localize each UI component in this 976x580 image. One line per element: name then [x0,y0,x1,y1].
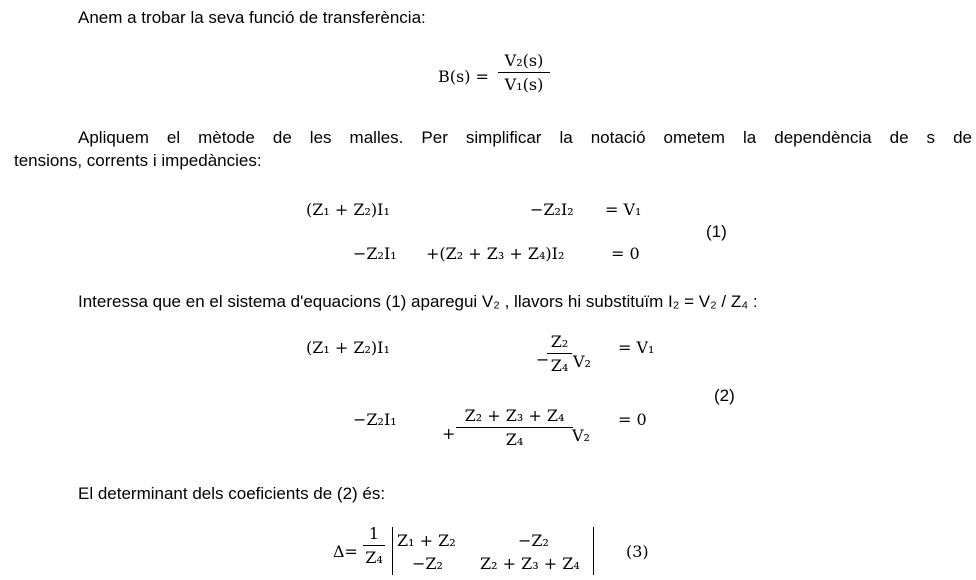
sys2-row2-rhs: = 0 [618,410,647,429]
determinant-lhs: Δ= [333,542,358,561]
determinant-a21: −Z₂ [412,554,443,573]
sys2-row1-term1: (Z₁ + Z₂)I₁ [306,338,390,357]
transfer-function-fraction [498,53,550,93]
sys1-row1-rhs: = V₁ [605,200,642,219]
sys2-row2-variable: V₂ [572,426,590,445]
determinant-a22: Z₂ + Z₃ + Z₄ [480,554,580,573]
determinant-a11: Z₁ + Z₂ [397,531,456,550]
paragraph-substitution: Interessa que en el sistema d'equacions (1) aparegui V₂ , llavors hi substituïm I₂ = V₂ / Z₄ : [78,292,758,311]
equation-number-3: (3) [626,542,649,561]
determinant-coefficient-numerator: 1 [368,524,380,543]
sys2-row1-numerator: Z₂ [550,332,569,351]
sys2-row1-variable: V₂ [573,352,591,371]
equation-number-2: (2) [714,386,735,405]
sys2-row2-denominator: Z₄ [505,430,524,449]
sys1-row1-term1: (Z₁ + Z₂)I₁ [306,200,390,219]
paragraph-mesh-method-line2: tensions, corrents i impedàncies: [14,151,262,170]
transfer-function-lhs: B(s) = [438,67,489,86]
paragraph-intro: Anem a trobar la seva funció de transferència: [78,8,426,27]
paragraph-mesh-method-line1: Apliquem el mètode de les malles. Per simplificar la notació ometem la dependència de s de [78,128,972,147]
equation-number-1: (1) [706,222,727,241]
transfer-function-denominator: V₁(s) [504,75,544,94]
sys2-row1-denominator: Z₄ [550,356,569,375]
sys2-row2-fraction [456,408,573,448]
determinant-a12: −Z₂ [518,531,549,550]
determinant-right-bar [593,527,594,575]
sys1-row2-term1: −Z₂I₁ [353,244,397,263]
sys1-row2-rhs: = 0 [611,244,640,263]
sys2-row1-sign: − [536,350,550,369]
paragraph-determinant: El determinant dels coeficients de (2) és: [78,484,386,503]
transfer-function-numerator: V₂(s) [504,51,544,70]
sys2-row2-sign: + [442,424,456,443]
sys2-row1-rhs: = V₁ [618,338,655,357]
determinant-coefficient [363,526,385,566]
sys2-row2-numerator: Z₂ + Z₃ + Z₄ [464,406,565,425]
sys2-row1-fraction [547,334,572,374]
sys2-row2-term1: −Z₂I₁ [353,410,397,429]
sys1-row2-term2: +(Z₂ + Z₃ + Z₄)I₂ [426,244,565,263]
sys1-row1-term2: −Z₂I₂ [530,200,574,219]
determinant-coefficient-denominator: Z₄ [365,548,383,567]
determinant-left-bar [392,527,393,575]
